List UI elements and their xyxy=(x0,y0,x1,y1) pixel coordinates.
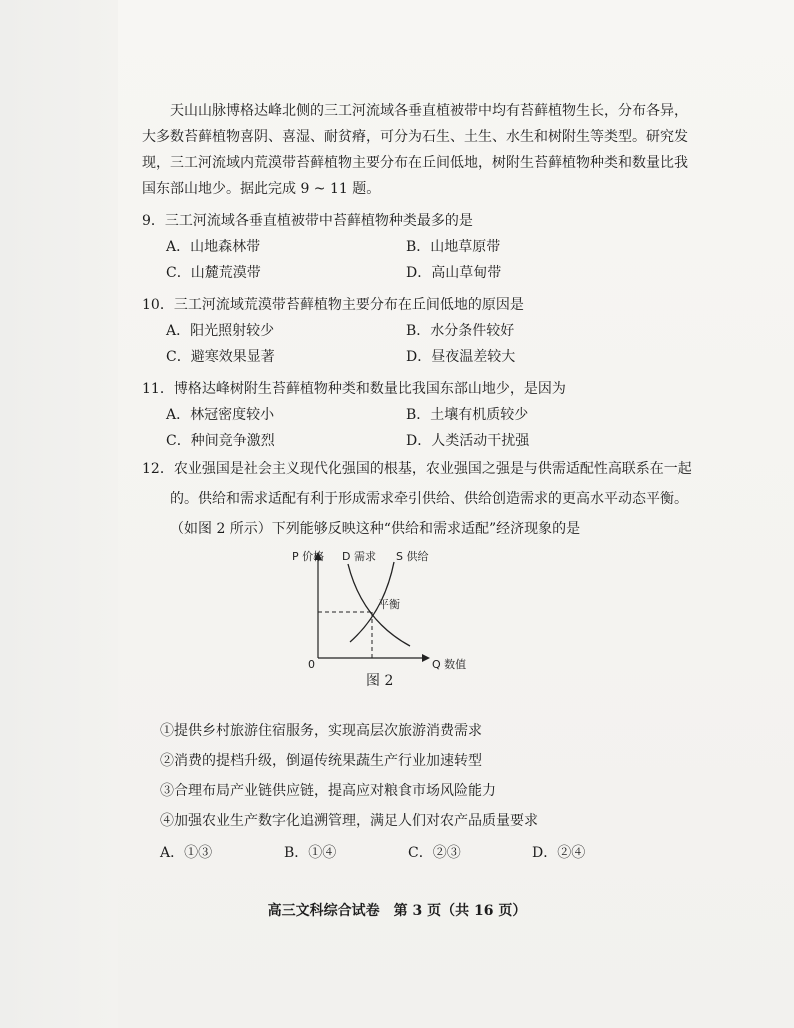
option-d: D．高山草甸带 xyxy=(406,265,502,281)
option-c: C．避寒效果显著 xyxy=(166,349,275,365)
question-12 xyxy=(142,454,702,866)
reading-passage xyxy=(142,98,702,202)
passage-line: 天山山脉博格达峰北侧的三工河流域各垂直植被带中均有苔藓植物生长，分布各异， xyxy=(170,103,688,119)
question-stem-line: （如图 2 所示）下列能够反映这种“供给和需求适配”经济现象的是 xyxy=(170,521,581,537)
question-10 xyxy=(142,292,702,370)
statement-item: ①提供乡村旅游住宿服务，实现高层次旅游消费需求 xyxy=(160,723,482,739)
option-a: A．阳光照射较少 xyxy=(166,323,275,339)
option-c: C．种间竞争激烈 xyxy=(166,433,275,449)
answer-options xyxy=(160,840,702,866)
question-9 xyxy=(142,208,702,286)
figure-caption: 图 2 xyxy=(366,673,394,689)
page-left-shadow xyxy=(0,0,118,1028)
option-b: B．①④ xyxy=(284,845,337,861)
supply-demand-figure xyxy=(142,550,702,700)
option-c: C．山麓荒漠带 xyxy=(166,265,261,281)
option-b: B．山地草原带 xyxy=(406,239,501,255)
question-stem-line: 12．农业强国是社会主义现代化强国的根基，农业强国之强是与供需适配性高联系在一起 xyxy=(142,461,692,477)
supply-demand-diagram xyxy=(292,550,482,670)
option-d: D．昼夜温差较大 xyxy=(406,349,516,365)
question-stem: 11．博格达峰树附生苔藓植物种类和数量比我国东部山地少，是因为 xyxy=(142,381,566,397)
page-content xyxy=(142,98,702,866)
question-stem-line: 的。供给和需求适配有利于形成需求牵引供给、供给创造需求的更高水平动态平衡。 xyxy=(170,491,688,507)
statement-item: ③合理布局产业链供应链，提高应对粮食市场风险能力 xyxy=(160,783,496,799)
question-11 xyxy=(142,376,702,454)
option-b: B．土壤有机质较少 xyxy=(406,407,529,423)
statement-item: ②消费的提档升级，倒逼传统果蔬生产行业加速转型 xyxy=(160,753,482,769)
option-d: D．人类活动干扰强 xyxy=(406,433,530,449)
y-axis-label: P 价格 xyxy=(292,550,325,563)
option-c: C．②③ xyxy=(408,845,461,861)
option-d: D．②④ xyxy=(532,845,586,861)
equilibrium-label: 平衡 xyxy=(378,598,400,611)
origin-label: 0 xyxy=(308,658,315,670)
question-stem: 10．三工河流域荒漠带苔藓植物主要分布在丘间低地的原因是 xyxy=(142,297,524,313)
passage-line: 大多数苔藓植物喜阴、喜湿、耐贫瘠，可分为石生、土生、水生和树附生等类型。研究发 xyxy=(142,129,688,145)
demand-label: D 需求 xyxy=(342,550,376,563)
x-axis-arrow-icon xyxy=(422,654,430,662)
question-stem: 9．三工河流域各垂直植被带中苔藓植物种类最多的是 xyxy=(142,213,473,229)
option-a: A．林冠密度较小 xyxy=(166,407,275,423)
statement-item: ④加强农业生产数字化追溯管理，满足人们对农产品质量要求 xyxy=(160,813,538,829)
statement-list xyxy=(142,716,702,836)
x-axis-label: Q 数值 xyxy=(432,658,467,670)
option-a: A．①③ xyxy=(160,845,213,861)
supply-label: S 供给 xyxy=(396,550,429,563)
passage-line: 国东部山地少。据此完成 9 ~ 11 题。 xyxy=(142,181,381,197)
passage-line: 现，三工河流域内荒漠带苔藓植物主要分布在丘间低地，树附生苔藓植物种类和数量比我 xyxy=(142,155,688,171)
option-a: A．山地森林带 xyxy=(166,239,261,255)
option-b: B．水分条件较好 xyxy=(406,323,515,339)
page-footer: 高三文科综合试卷 第 3 页（共 16 页） xyxy=(267,903,527,919)
